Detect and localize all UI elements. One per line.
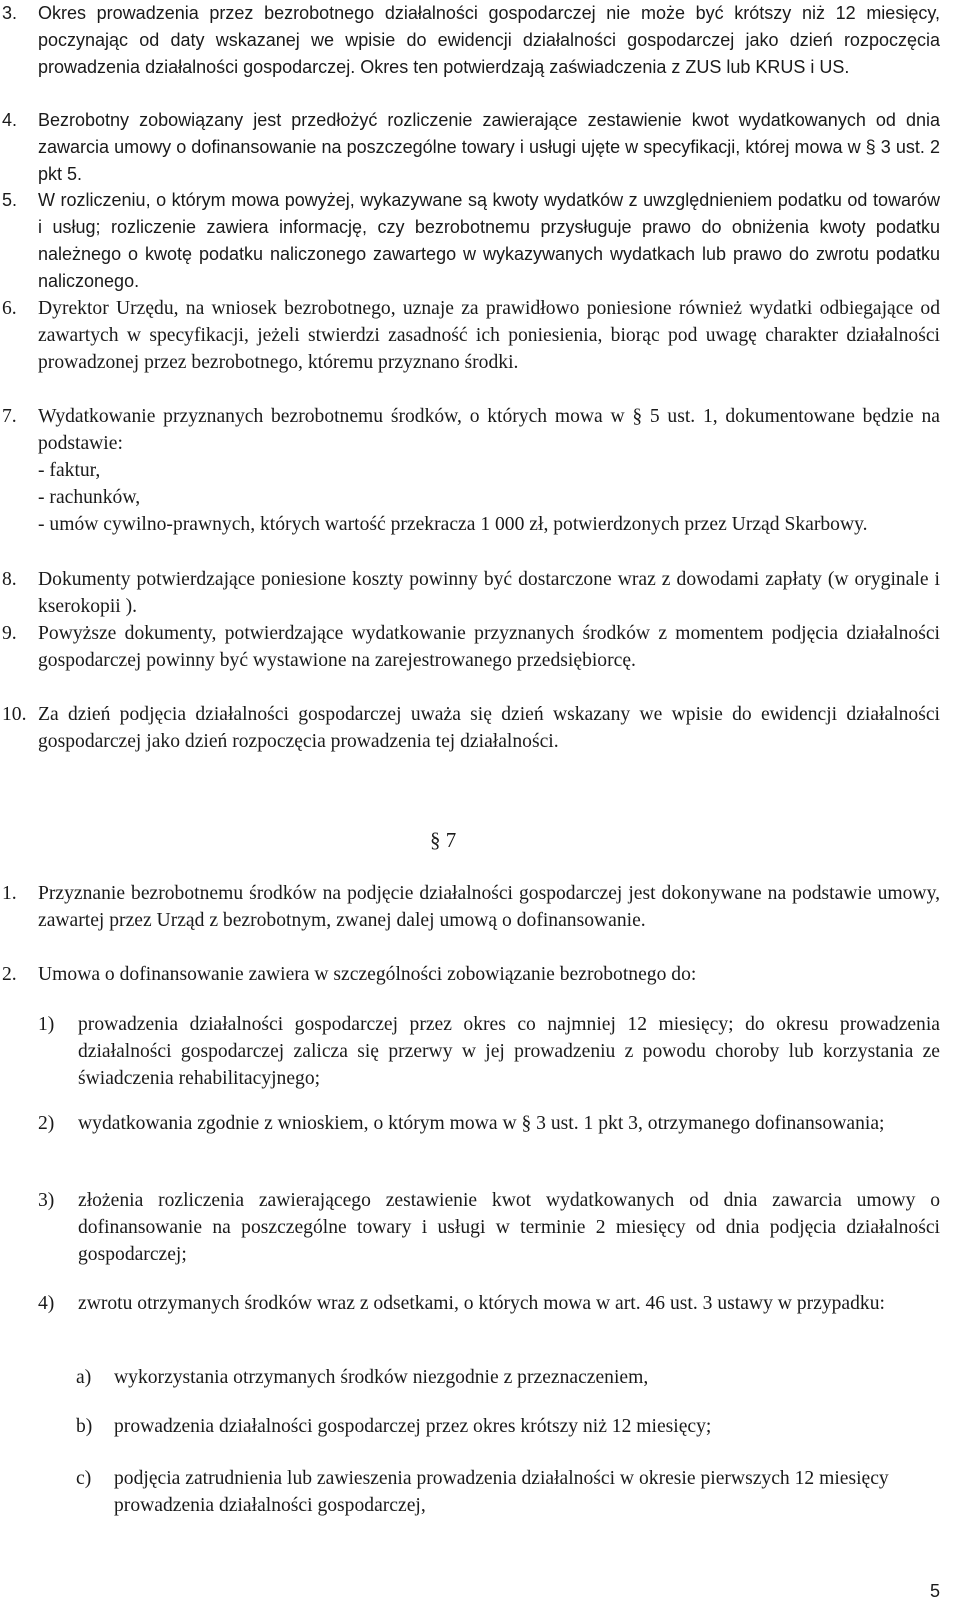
- paragraph-number: 7.: [2, 406, 17, 427]
- case-text: wykorzystania otrzymanych środków niezgodnie z przeznaczeniem,: [114, 1367, 649, 1388]
- paragraph-text: Dokumenty potwierdzające poniesione koszty powinny być dostarczone wraz z dowodami zapłaty (w oryginale i kserokopii ).: [38, 569, 940, 617]
- obligation-text: prowadzenia działalności gospodarczej przez okres co najmniej 12 miesięcy; do okresu prowadzenia działalności gospodarczej zalicza się przerwy w jej prowadzeniu z powodu choroby lub korzystania ze świadczenia rehabilitacyjnego;: [78, 1014, 940, 1089]
- paragraph-text: Wydatkowanie przyznanych bezrobotnemu środków, o których mowa w § 5 ust. 1, dokumentowane będzie na podstawie:: [38, 406, 940, 454]
- page-number: 5: [929, 1581, 940, 1601]
- paragraph-text: Bezrobotny zobowiązany jest przedłożyć rozliczenie zawierające zestawienie kwot wydatkowanych od dnia zawarcia umowy o dofinansowanie na poszczególne towary i usługi ujęte w specyfikacji, której mowa w § 3 ust. 2 pkt 5.: [38, 110, 940, 184]
- case-letter: c): [76, 1468, 92, 1489]
- case-letter: a): [76, 1367, 92, 1388]
- paragraph-text: Dyrektor Urzędu, na wniosek bezrobotnego, uznaje za prawidłowo poniesione również wydatki odbiegające od zawartych w specyfikacji, jeżeli stwierdzi zasadność ich poniesienia, biorąc pod uwagę charakter działalności prowadzonej przez bezrobotnego, któremu przyznano środki.: [38, 298, 940, 373]
- paragraph-number: 4.: [2, 110, 18, 130]
- obligation-number: 2): [38, 1113, 55, 1134]
- paragraph-text: Powyższe dokumenty, potwierdzające wydatkowanie przyznanych środków z momentem podjęcia działalności gospodarczej powinny być wystawione na zarejestrowanego przedsiębiorcę.: [38, 623, 940, 671]
- paragraph-number: 6.: [2, 298, 17, 319]
- obligation-text: złożenia rozliczenia zawierającego zestawienie kwot wydatkowanych od dnia zawarcia umowy o dofinansowanie na poszczególne towary i usługi w terminie 2 miesięcy od dnia podjęcia działalności gospodarczej;: [78, 1190, 940, 1265]
- paragraph-3: [0, 0, 940, 81]
- case-letter: b): [76, 1416, 93, 1437]
- obligation-3: [38, 1187, 940, 1268]
- paragraph-6: [0, 295, 940, 376]
- paragraph-7: [0, 403, 940, 538]
- case-text: prowadzenia działalności gospodarczej przez okres krótszy niż 12 miesięcy;: [114, 1416, 712, 1437]
- paragraph-number: 1.: [2, 883, 17, 904]
- paragraph-8: [0, 566, 940, 620]
- paragraph-text: Okres prowadzenia przez bezrobotnego działalności gospodarczej nie może być krótszy niż 12 miesięcy, poczynając od daty wskazanej we wpisie do ewidencji działalności gospodarczej jako dzień rozpoczęcia prowadzenia działalności gospodarczej. Okres ten potwierdzają zaświadczenia z ZUS lub KRUS i US.: [38, 3, 940, 77]
- paragraph-10: [0, 701, 940, 755]
- obligation-text: zwrotu otrzymanych środków wraz z odsetkami, o których mowa w art. 46 ust. 3 ustawy w przypadku:: [78, 1293, 885, 1314]
- paragraph-text: Za dzień podjęcia działalności gospodarczej uważa się dzień wskazany we wpisie do ewidencji działalności gospodarczej jako dzień rozpoczęcia prowadzenia tej działalności.: [38, 704, 940, 752]
- case-b: [76, 1413, 940, 1440]
- list-item: - faktur,: [38, 460, 101, 481]
- paragraph-4: [0, 107, 940, 188]
- paragraph-number: 9.: [2, 623, 17, 644]
- paragraph-text: Umowa o dofinansowanie zawiera w szczególności zobowiązanie bezrobotnego do:: [38, 964, 697, 985]
- obligation-number: 1): [38, 1014, 55, 1035]
- section-title: § 7: [430, 828, 457, 852]
- obligation-1: [38, 1011, 940, 1092]
- obligation-text: wydatkowania zgodnie z wnioskiem, o którym mowa w § 3 ust. 1 pkt 3, otrzymanego dofinansowania;: [78, 1113, 885, 1134]
- obligation-2: [38, 1110, 940, 1137]
- document-list: [38, 457, 940, 538]
- paragraph-text: Przyznanie bezrobotnemu środków na podjęcie działalności gospodarczej jest dokonywane na podstawie umowy, zawartej przez Urząd z bezrobotnym, zwanej dalej umową o dofinansowanie.: [38, 883, 940, 931]
- paragraph-number: 8.: [2, 569, 17, 590]
- case-c: [76, 1465, 940, 1519]
- list-item: - umów cywilno-prawnych, których wartość przekracza 1 000 zł, potwierdzonych przez Urząd Skarbowy.: [38, 514, 868, 535]
- paragraph-number: 5.: [2, 190, 18, 210]
- paragraph-5: [0, 187, 940, 295]
- section-paragraph-2: [0, 961, 940, 988]
- case-text: podjęcia zatrudnienia lub zawieszenia prowadzenia działalności w okresie pierwszych 12 miesięcy prowadzenia działalności gospodarczej,: [114, 1468, 889, 1516]
- paragraph-text: W rozliczeniu, o którym mowa powyżej, wykazywane są kwoty wydatków z uwzględnieniem podatku od towarów i usług; rozliczenie zawiera informację, czy bezrobotnemu przysługuje prawo do obniżenia kwoty podatku należnego o kwotę podatku naliczonego zawartego w wykazywanych wydatkach lub prawo do zwrotu podatku naliczonego.: [38, 190, 940, 291]
- paragraph-number: 10.: [2, 704, 27, 725]
- list-item: - rachunków,: [38, 487, 141, 508]
- paragraph-number: 3.: [2, 3, 18, 23]
- case-a: [76, 1364, 940, 1391]
- section-paragraph-1: [0, 880, 940, 934]
- paragraph-number: 2.: [2, 964, 17, 985]
- obligation-number: 4): [38, 1293, 55, 1314]
- obligation-4: [38, 1290, 940, 1317]
- obligation-number: 3): [38, 1190, 55, 1211]
- paragraph-9: [0, 620, 940, 674]
